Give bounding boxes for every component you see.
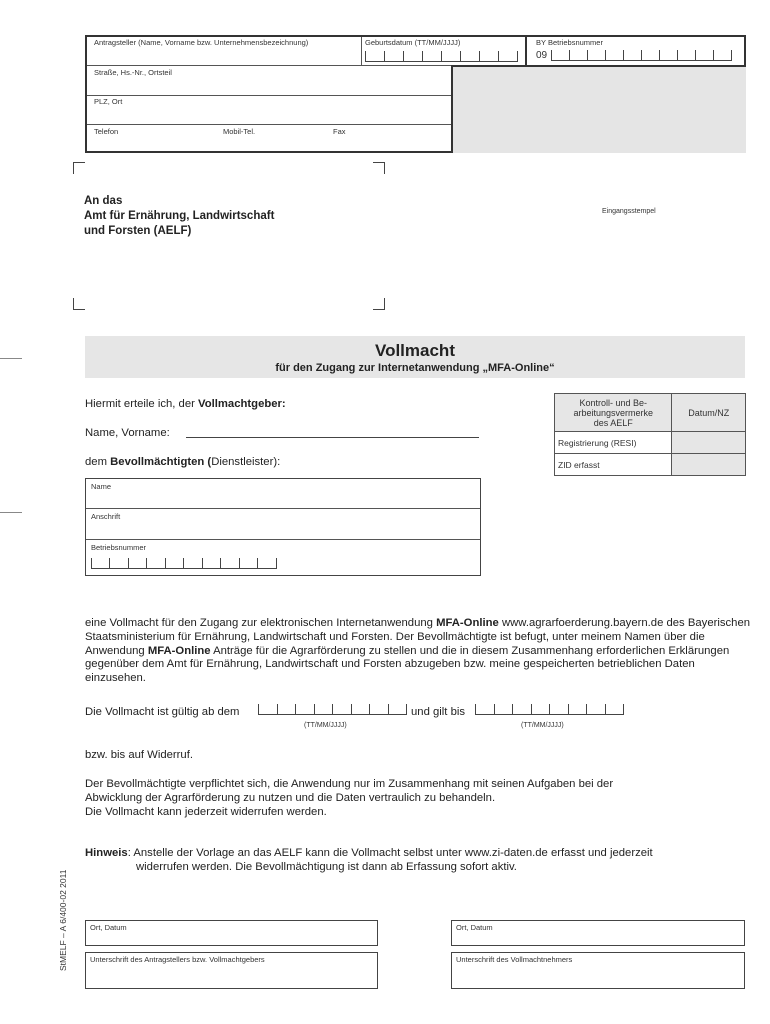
applicant-name-label: Antragsteller (Name, Vorname bzw. Unternehmensbezeichnung) bbox=[94, 38, 309, 47]
fold-mark-bottom bbox=[0, 512, 22, 513]
fold-mark-top bbox=[0, 358, 22, 359]
corner-mark bbox=[373, 162, 385, 174]
control-row-label: Registrierung (RESI) bbox=[555, 432, 672, 454]
page-title: Vollmacht bbox=[375, 341, 455, 360]
corner-mark bbox=[73, 162, 85, 174]
revocation-text: bzw. bis auf Widerruf. bbox=[85, 749, 193, 761]
agent-text: dem bbox=[85, 456, 111, 468]
title-band bbox=[85, 336, 745, 378]
control-row-value[interactable] bbox=[672, 432, 746, 454]
agent-name-field[interactable] bbox=[86, 479, 480, 509]
obligation-line: Der Bevollmächtigte verpflichtet sich, die Anwendung nur im Zusammenhang mit seinen Aufgaben bei der bbox=[85, 778, 614, 790]
recipient-address bbox=[84, 194, 274, 239]
corner-mark bbox=[373, 298, 385, 310]
phone-label: Telefon bbox=[94, 127, 119, 136]
birthdate-field[interactable] bbox=[365, 51, 518, 62]
obligation-text bbox=[85, 778, 750, 819]
control-table bbox=[554, 393, 746, 476]
paragraph-bold: MFA-Online bbox=[436, 617, 499, 629]
bnr-prefix: 09 bbox=[536, 50, 548, 61]
left-place-date-field[interactable] bbox=[85, 920, 378, 946]
paragraph-text: eine Vollmacht für den Zugang zur elektronischen Internetanwendung bbox=[85, 617, 437, 629]
address-line: und Forsten (AELF) bbox=[84, 225, 192, 237]
divider bbox=[87, 65, 451, 66]
divider bbox=[87, 95, 451, 96]
agent-bold: Bevollmächtigten ( bbox=[110, 456, 212, 468]
control-row-value[interactable] bbox=[672, 454, 746, 476]
control-row-label: ZID erfasst bbox=[555, 454, 672, 476]
validity-to-field[interactable] bbox=[475, 704, 624, 715]
intro-bold: Vollmachtgeber: bbox=[198, 398, 286, 410]
birthdate-label: Geburtsdatum (TT/MM/JJJJ) bbox=[365, 38, 461, 47]
left-signature-field[interactable] bbox=[85, 952, 378, 989]
validity-from-label: Die Vollmacht ist gültig ab dem bbox=[85, 706, 240, 718]
mobile-label: Mobil-Tel. bbox=[223, 127, 256, 136]
grantor-name-label: Name, Vorname: bbox=[85, 427, 170, 439]
right-signature-label: Unterschrift des Vollmachtnehmers bbox=[456, 955, 573, 964]
agent-address-label: Anschrift bbox=[91, 512, 121, 521]
bnr-label: BY Betriebsnummer bbox=[536, 38, 603, 47]
validity-from-field[interactable] bbox=[258, 704, 407, 715]
right-place-date-label: Ort, Datum bbox=[456, 923, 493, 932]
left-place-date-label: Ort, Datum bbox=[90, 923, 127, 932]
divider bbox=[87, 124, 451, 125]
street-label: Straße, Hs.-Nr., Ortsteil bbox=[94, 68, 172, 77]
right-place-date-field[interactable] bbox=[451, 920, 745, 946]
control-header-left: Kontroll- und Be- arbeitungsvermerke des AELF bbox=[555, 394, 672, 432]
validity-to-label: und gilt bis bbox=[411, 706, 466, 718]
left-signature-label: Unterschrift des Antragstellers bzw. Vollmachtgebers bbox=[90, 955, 265, 964]
address-line: Amt für Ernährung, Landwirtschaft bbox=[84, 210, 275, 222]
divider bbox=[525, 37, 527, 65]
agent-address-field[interactable] bbox=[86, 509, 480, 540]
applicant-box bbox=[85, 35, 746, 153]
corner-mark bbox=[73, 298, 85, 310]
grantor-name-field[interactable] bbox=[186, 437, 479, 438]
agent-box bbox=[85, 478, 481, 576]
obligation-line: Abwicklung der Agrarförderung zu nutzen und die Daten vertraulich zu behandeln. bbox=[85, 791, 496, 804]
plz-label: PLZ, Ort bbox=[94, 97, 123, 106]
hint-text bbox=[85, 847, 750, 875]
agent-text: Dienstleister): bbox=[211, 456, 281, 468]
hint-line: widerrufen werden. Die Bevollmächtigung ist dann ab Erfassung sofort aktiv. bbox=[136, 860, 517, 873]
divider bbox=[361, 37, 362, 65]
fax-label: Fax bbox=[333, 127, 346, 136]
paragraph-text: Anträge für die Agrarförderung zu stellen und die in diesem Zusammenhang erforderlichen Erklärungen gegenüber dem Amt für Ernährung, Landwirtschaft und Forsten abzugeben bzw. meine gespeicherten betrieblichen Daten einzusehen. bbox=[85, 644, 730, 685]
grantor-intro bbox=[85, 398, 286, 412]
agent-bnr-field[interactable] bbox=[91, 558, 277, 569]
control-header-right: Datum/NZ bbox=[672, 394, 746, 432]
right-signature-field[interactable] bbox=[451, 952, 745, 989]
validity-to-hint: (TT/MM/JJJJ) bbox=[521, 722, 564, 729]
page-subtitle: für den Zugang zur Internetanwendung „MFA-Online“ bbox=[275, 362, 555, 374]
form-code: StMELF – A 6/400-02 2011 bbox=[58, 869, 68, 971]
authorization-paragraph bbox=[85, 617, 750, 686]
bnr-field[interactable] bbox=[551, 50, 732, 61]
intro-text: Hiermit erteile ich, der bbox=[85, 398, 199, 410]
paragraph-bold: MFA-Online bbox=[147, 644, 211, 657]
address-line: An das bbox=[84, 195, 123, 207]
agent-bnr-label: Betriebsnummer bbox=[91, 543, 147, 552]
paragraph-text: www.agrarfoerderung.bayern.de des Bayerischen Staatsministerium für Ernährung, Landwirtschaft und Forsten. Der Bevollmächtigte ist befugt, unter meinem Namen über die Anwendung bbox=[85, 617, 751, 657]
agent-name-label: Name bbox=[91, 482, 112, 491]
stamp-label: Eingangsstempel bbox=[602, 208, 656, 215]
hint-line: : Anstelle der Vorlage an das AELF kann die Vollmacht selbst unter www.zi-daten.de erfasst und jederzeit bbox=[127, 847, 653, 859]
validity-from-hint: (TT/MM/JJJJ) bbox=[304, 722, 347, 729]
hint-label: Hinweis bbox=[85, 847, 128, 859]
agent-intro bbox=[85, 456, 280, 470]
office-use-area bbox=[451, 65, 746, 153]
obligation-line: Die Vollmacht kann jederzeit widerrufen werden. bbox=[85, 805, 327, 818]
